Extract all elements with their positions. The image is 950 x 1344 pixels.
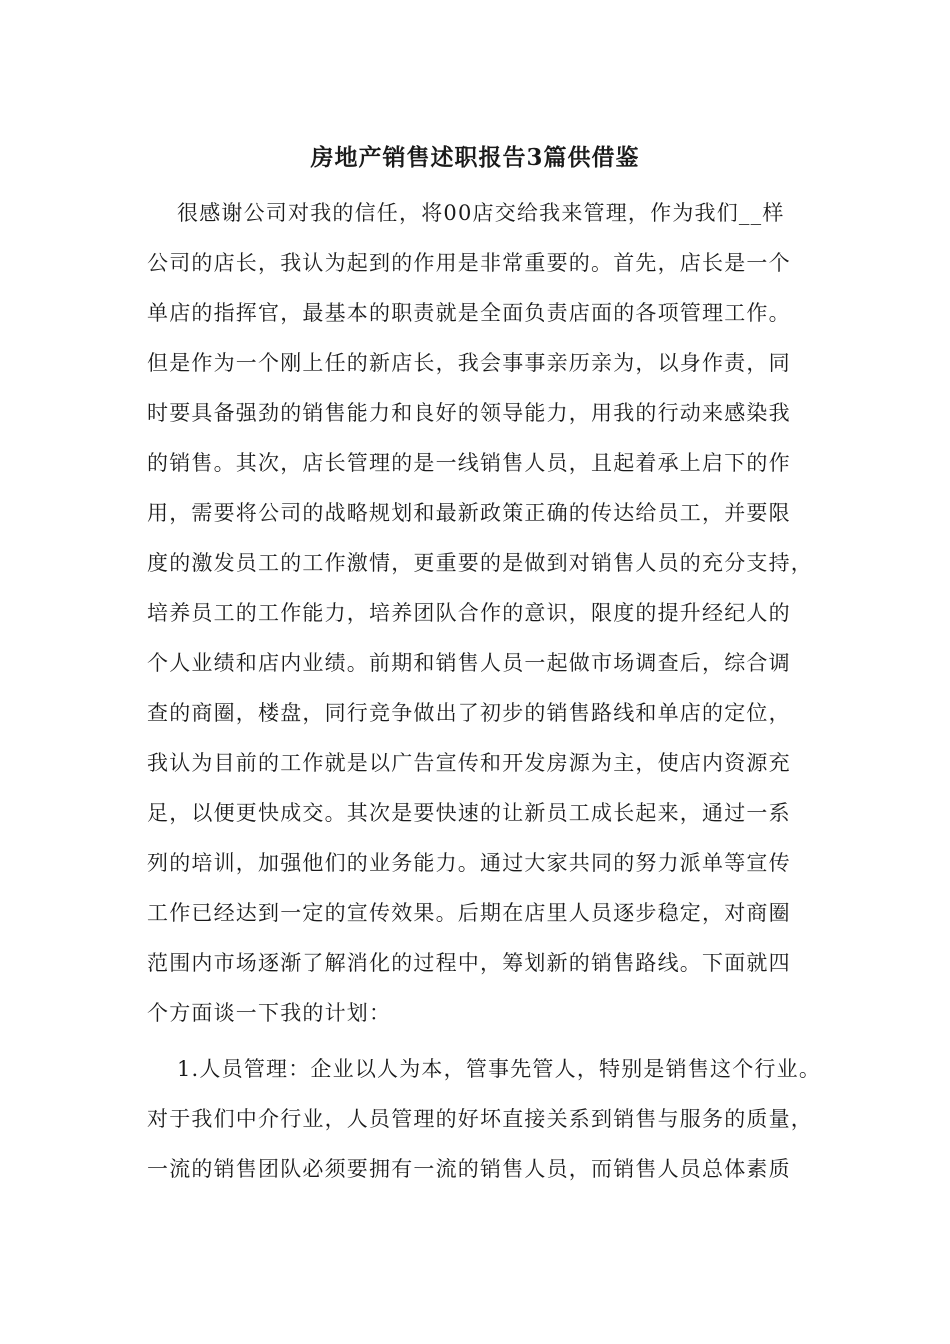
paragraph-line: 很感谢公司对我的信任，将00店交给我来管理，作为我们__样 <box>177 201 785 225</box>
paragraph-line: 的销售。其次，店长管理的是一线销售人员，且起着承上启下的作 <box>147 451 791 475</box>
paragraph-line: 工作已经达到一定的宣传效果。后期在店里人员逐步稳定，对商圈 <box>147 901 791 925</box>
paragraph-line: 培养员工的工作能力，培养团队合作的意识，限度的提升经纪人的 <box>147 601 791 625</box>
paragraph-line: 但是作为一个刚上任的新店长，我会事事亲历亲为，以身作责，同 <box>147 351 791 375</box>
paragraph-line: 对于我们中介行业，人员管理的好坏直接关系到销售与服务的质量， <box>147 1107 813 1131</box>
paragraph-line: 范围内市场逐渐了解消化的过程中，筹划新的销售路线。下面就四 <box>147 951 791 975</box>
paragraph-line: 一流的销售团队必须要拥有一流的销售人员，而销售人员总体素质 <box>147 1157 791 1181</box>
paragraph-line: 个方面谈一下我的计划： <box>147 1001 392 1025</box>
paragraph-line: 时要具备强劲的销售能力和良好的领导能力，用我的行动来感染我 <box>147 401 791 425</box>
paragraph-line: 查的商圈，楼盘，同行竞争做出了初步的销售路线和单店的定位， <box>147 701 791 725</box>
paragraph-line: 度的激发员工的工作激情，更重要的是做到对销售人员的充分支持， <box>147 551 813 575</box>
paragraph-line: 我认为目前的工作就是以广告宣传和开发房源为主，使店内资源充 <box>147 751 791 775</box>
paragraph-line: 公司的店长，我认为起到的作用是非常重要的。首先，店长是一个 <box>147 251 791 275</box>
paragraph-line: 个人业绩和店内业绩。前期和销售人员一起做市场调查后，综合调 <box>147 651 791 675</box>
paragraph-line: 单店的指挥官，最基本的职责就是全面负责店面的各项管理工作。 <box>147 301 791 325</box>
paragraph-line: 足，以便更快成交。其次是要快速的让新员工成长起来，通过一系 <box>147 801 791 825</box>
list-item-line: 1.人员管理：企业以人为本，管事先管人，特别是销售这个行业。 <box>177 1057 822 1081</box>
paragraph-line: 列的培训，加强他们的业务能力。通过大家共同的努力派单等宣传 <box>147 851 791 875</box>
document-title: 房地产销售述职报告3篇供借鉴 <box>310 144 640 171</box>
paragraph-line: 用，需要将公司的战略规划和最新政策正确的传达给员工，并要限 <box>147 501 791 525</box>
